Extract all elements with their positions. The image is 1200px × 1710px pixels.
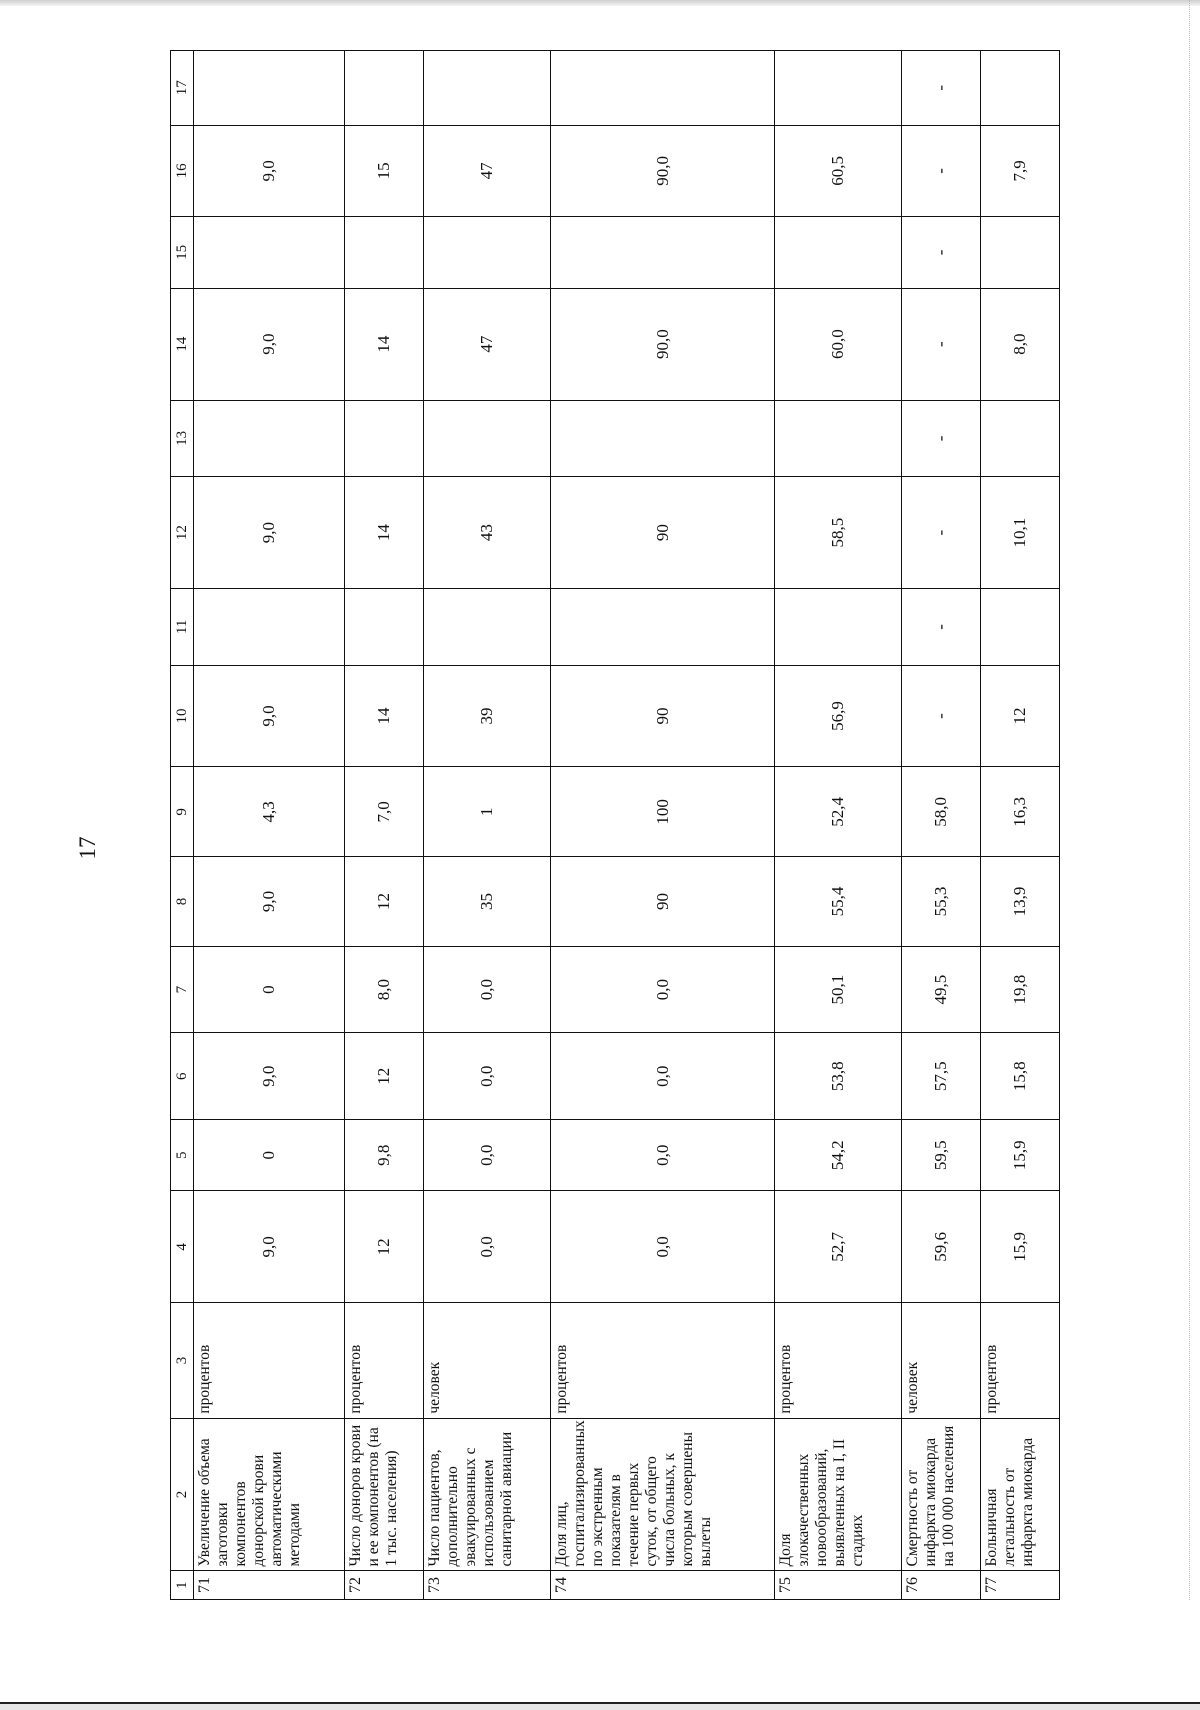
value-cell: 55,4	[774, 857, 901, 947]
indicators-table	[170, 50, 1060, 1600]
value-cell: 15,9	[980, 1120, 1059, 1191]
value-cell: -	[902, 477, 981, 589]
value-cell: 8,0	[345, 946, 424, 1033]
rotated-table-wrapper	[170, 50, 1060, 1600]
value-cell	[980, 400, 1059, 476]
value-cell: 0	[194, 946, 345, 1033]
value-cell: 90	[551, 665, 775, 767]
indicator-name-cell: Смертность от инфаркта миокарда на 100 000 населения	[902, 1418, 981, 1571]
value-cell: 52,7	[774, 1191, 901, 1303]
column-number-header: 5	[171, 1120, 194, 1191]
indicator-name-cell: Доля злокачественных новообразований, выявленных на I, II стадиях	[774, 1418, 901, 1571]
value-cell: 9,0	[194, 857, 345, 947]
column-number-header: 10	[171, 665, 194, 767]
value-cell	[774, 51, 901, 126]
value-cell: 0,0	[551, 1033, 775, 1120]
value-cell: -	[902, 217, 981, 288]
value-cell: 13,9	[980, 857, 1059, 947]
table-row	[194, 51, 345, 1600]
row-index-cell: 75	[774, 1571, 901, 1600]
value-cell: -	[902, 400, 981, 476]
unit-cell: процентов	[774, 1303, 901, 1418]
value-cell	[551, 589, 775, 665]
value-cell: 8,0	[980, 288, 1059, 400]
column-number-header: 13	[171, 400, 194, 476]
value-cell	[424, 589, 551, 665]
value-cell: 0,0	[424, 1120, 551, 1191]
indicator-name-cell: Число доноров крови и ее компонентов (на 1 тыс. населения)	[345, 1418, 424, 1571]
value-cell: 14	[345, 288, 424, 400]
value-cell: 16,3	[980, 767, 1059, 857]
value-cell: 9,0	[194, 125, 345, 217]
value-cell: 4,3	[194, 767, 345, 857]
value-cell	[774, 589, 901, 665]
scan-bottom-edge	[0, 1702, 1200, 1710]
value-cell: 90,0	[551, 125, 775, 217]
column-number-header: 6	[171, 1033, 194, 1120]
value-cell: 54,2	[774, 1120, 901, 1191]
value-cell: 60,0	[774, 288, 901, 400]
value-cell: 0,0	[551, 946, 775, 1033]
column-number-header: 12	[171, 477, 194, 589]
value-cell: 14	[345, 665, 424, 767]
unit-cell: процентов	[551, 1303, 775, 1418]
scan-right-edge	[1188, 0, 1190, 1600]
row-index-cell: 77	[980, 1571, 1059, 1600]
column-number-header: 3	[171, 1303, 194, 1418]
value-cell: 12	[980, 665, 1059, 767]
scan-top-edge	[0, 0, 1200, 6]
value-cell	[774, 400, 901, 476]
value-cell	[345, 400, 424, 476]
value-cell: 55,3	[902, 857, 981, 947]
column-number-header: 11	[171, 589, 194, 665]
value-cell: 9,0	[194, 1033, 345, 1120]
value-cell: 58,0	[902, 767, 981, 857]
value-cell: 15,8	[980, 1033, 1059, 1120]
value-cell: 90	[551, 477, 775, 589]
value-cell	[194, 51, 345, 126]
column-number-header: 1	[171, 1571, 194, 1600]
row-index-cell: 72	[345, 1571, 424, 1600]
column-number-header: 8	[171, 857, 194, 947]
value-cell: 0,0	[551, 1191, 775, 1303]
value-cell: 52,4	[774, 767, 901, 857]
unit-cell: процентов	[194, 1303, 345, 1418]
value-cell: 50,1	[774, 946, 901, 1033]
value-cell: 59,5	[902, 1120, 981, 1191]
value-cell	[551, 400, 775, 476]
value-cell	[551, 51, 775, 126]
value-cell: 59,6	[902, 1191, 981, 1303]
value-cell: 19,8	[980, 946, 1059, 1033]
unit-cell: процентов	[980, 1303, 1059, 1418]
column-number-header: 2	[171, 1418, 194, 1571]
value-cell	[424, 217, 551, 288]
column-number-header: 9	[171, 767, 194, 857]
value-cell: 100	[551, 767, 775, 857]
page-number: 17	[75, 836, 100, 860]
value-cell: 47	[424, 288, 551, 400]
value-cell	[194, 589, 345, 665]
unit-cell: человек	[424, 1303, 551, 1418]
value-cell: 9,8	[345, 1120, 424, 1191]
value-cell: 39	[424, 665, 551, 767]
table-row	[424, 51, 551, 1600]
value-cell	[424, 51, 551, 126]
value-cell	[345, 217, 424, 288]
value-cell: 57,5	[902, 1033, 981, 1120]
value-cell	[345, 589, 424, 665]
value-cell: 58,5	[774, 477, 901, 589]
value-cell: 12	[345, 1033, 424, 1120]
value-cell: 49,5	[902, 946, 981, 1033]
unit-cell: процентов	[345, 1303, 424, 1418]
value-cell: 53,8	[774, 1033, 901, 1120]
column-number-header: 15	[171, 217, 194, 288]
value-cell: 7,0	[345, 767, 424, 857]
value-cell	[345, 51, 424, 126]
row-index-cell: 73	[424, 1571, 551, 1600]
row-index-cell: 76	[902, 1571, 981, 1600]
value-cell: 14	[345, 477, 424, 589]
value-cell: 15	[345, 125, 424, 217]
value-cell: 0	[194, 1120, 345, 1191]
table-row	[774, 51, 901, 1600]
indicator-name-cell: Увеличение объема заготовки компонентов донорской крови автоматическими методами	[194, 1418, 345, 1571]
indicator-name-cell: Больничная летальность от инфаркта миокарда	[980, 1418, 1059, 1571]
value-cell	[194, 400, 345, 476]
value-cell: 0,0	[424, 946, 551, 1033]
indicator-name-cell: Доля лиц, госпитализированных по экстренным показателям в течение первых суток, от общего числа больных, к которым совершены вылеты	[551, 1418, 775, 1571]
table-row	[980, 51, 1059, 1600]
value-cell: 90,0	[551, 288, 775, 400]
value-cell	[980, 589, 1059, 665]
value-cell: 9,0	[194, 665, 345, 767]
value-cell: 9,0	[194, 1191, 345, 1303]
value-cell	[551, 217, 775, 288]
column-number-header: 4	[171, 1191, 194, 1303]
value-cell: 90	[551, 857, 775, 947]
row-index-cell: 71	[194, 1571, 345, 1600]
column-number-header: 17	[171, 51, 194, 126]
table-row	[345, 51, 424, 1600]
value-cell: -	[902, 589, 981, 665]
value-cell: 12	[345, 857, 424, 947]
column-number-header: 14	[171, 288, 194, 400]
header-row	[171, 51, 194, 1600]
value-cell	[194, 217, 345, 288]
indicator-name-cell: Число пациентов, дополнительно эвакуированных с использованием санитарной авиации	[424, 1418, 551, 1571]
value-cell: 7,9	[980, 125, 1059, 217]
value-cell: -	[902, 288, 981, 400]
value-cell: 60,5	[774, 125, 901, 217]
value-cell: 15,9	[980, 1191, 1059, 1303]
value-cell	[774, 217, 901, 288]
value-cell: -	[902, 125, 981, 217]
value-cell: 35	[424, 857, 551, 947]
table-row	[551, 51, 775, 1600]
table-row	[902, 51, 981, 1600]
value-cell	[424, 400, 551, 476]
value-cell: 12	[345, 1191, 424, 1303]
value-cell: 9,0	[194, 477, 345, 589]
value-cell: 0,0	[424, 1033, 551, 1120]
value-cell: -	[902, 51, 981, 126]
value-cell: 56,9	[774, 665, 901, 767]
column-number-header: 16	[171, 125, 194, 217]
value-cell	[980, 51, 1059, 126]
row-index-cell: 74	[551, 1571, 775, 1600]
value-cell: 0,0	[424, 1191, 551, 1303]
column-number-header: 7	[171, 946, 194, 1033]
value-cell: -	[902, 665, 981, 767]
value-cell: 10,1	[980, 477, 1059, 589]
value-cell: 1	[424, 767, 551, 857]
value-cell: 0,0	[551, 1120, 775, 1191]
unit-cell: человек	[902, 1303, 981, 1418]
value-cell: 43	[424, 477, 551, 589]
value-cell: 9,0	[194, 288, 345, 400]
value-cell: 47	[424, 125, 551, 217]
value-cell	[980, 217, 1059, 288]
